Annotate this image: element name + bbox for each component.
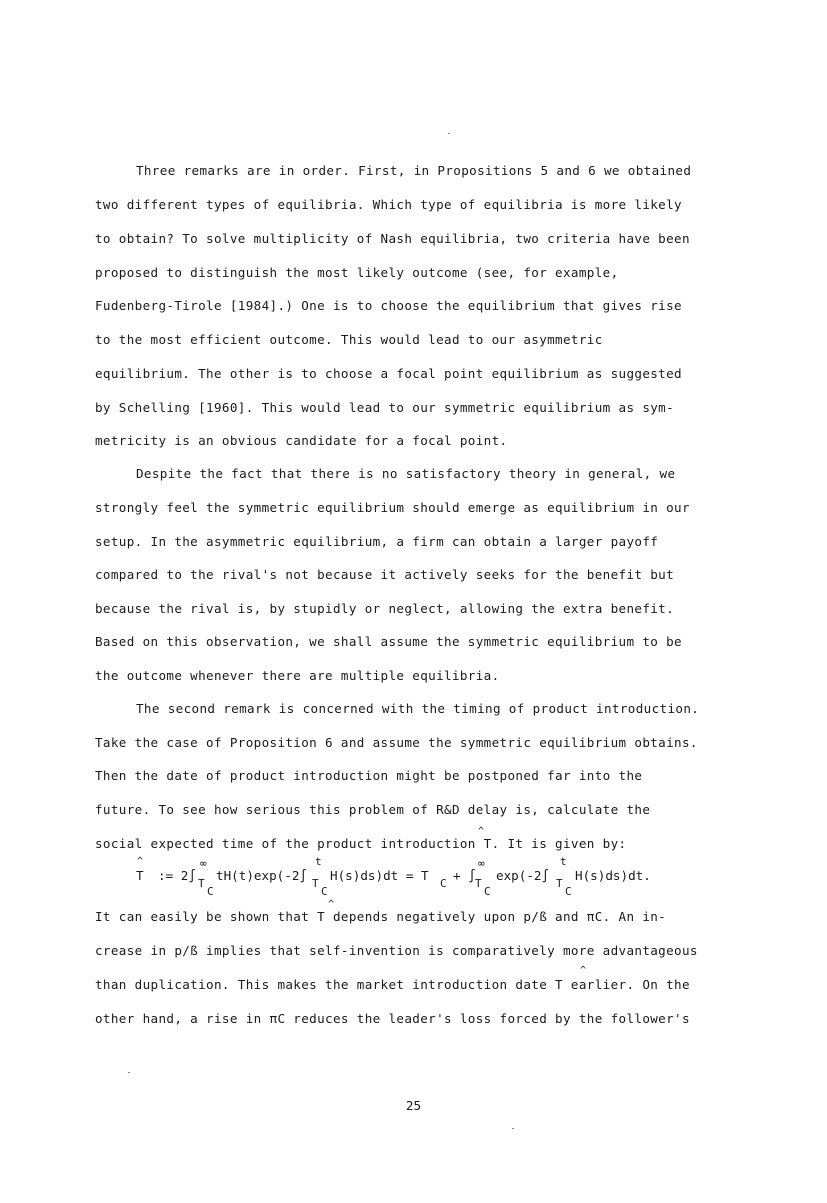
text-line: than duplication. This makes the market introduction date T earlier. On the	[95, 977, 690, 992]
eq-sub-c: C	[207, 885, 214, 898]
text-line: Three remarks are in order. First, in Propositions 5 and 6 we obtained	[136, 163, 692, 178]
text-line: Fudenberg-Tirole [1984].) One is to choose the equilibrium that gives rise	[95, 298, 682, 313]
scan-speck	[512, 1128, 514, 1129]
text-line: strongly feel the symmetric equilibrium should emerge as equilibrium in our	[95, 500, 690, 515]
eq-lower-limit: T	[475, 877, 482, 890]
text-line: Based on this observation, we shall assume the symmetric equilibrium to be	[95, 634, 682, 649]
eq-term1-end: H(s)ds)dt = T	[330, 868, 429, 883]
eq-lower-limit: T	[198, 877, 205, 890]
text-line: the outcome whenever there are multiple equilibria.	[95, 668, 500, 683]
text-line: two different types of equilibria. Which type of equilibria is more likely	[95, 197, 682, 212]
equation	[130, 855, 730, 898]
eq-sub-c: C	[484, 885, 491, 898]
text-line: equilibrium. The other is to choose a focal point equilibrium as suggested	[95, 366, 682, 381]
text-line: proposed to distinguish the most likely outcome (see, for example,	[95, 265, 619, 280]
text-line: social expected time of the product introduction T. It is given by:	[95, 836, 627, 851]
eq-lower-limit: T	[312, 877, 319, 890]
text-line: It can easily be shown that T depends negatively upon p/ß and πC. An in-	[95, 909, 667, 924]
text-line: because the rival is, by stupidly or neglect, allowing the extra benefit.	[95, 601, 675, 616]
text-line: crease in p/ß implies that self-invention is comparatively more advantageous	[95, 943, 698, 958]
eq-sub-c: C	[440, 877, 447, 890]
hat-mark: ^	[580, 965, 587, 976]
hat-mark: ^	[328, 899, 335, 910]
text-line: to obtain? To solve multiplicity of Nash equilibria, two criteria have been	[95, 231, 690, 246]
text-line: to the most efficient outcome. This would lead to our asymmetric	[95, 332, 603, 347]
text-line: The second remark is concerned with the timing of product introduction.	[136, 701, 700, 716]
text-line: metricity is an obvious candidate for a focal point.	[95, 433, 508, 448]
eq-sub-c: C	[565, 885, 572, 898]
eq-upper-limit: ∞	[478, 857, 485, 870]
eq-upper-limit: t	[560, 855, 567, 868]
text-line: Then the date of product introduction might be postponed far into the	[95, 768, 643, 783]
hat-mark: ^	[137, 856, 144, 867]
eq-term1: tH(t)exp(-2∫	[216, 868, 307, 883]
text-line: Despite the fact that there is no satisfactory theory in general, we	[136, 466, 676, 481]
eq-term2-end: H(s)ds)dt.	[575, 868, 651, 883]
text-line: Take the case of Proposition 6 and assume the symmetric equilibrium obtains.	[95, 735, 698, 750]
page-number: 25	[405, 1098, 422, 1113]
eq-def: := 2∫	[158, 868, 196, 883]
eq-lhs: T	[136, 868, 144, 883]
eq-lower-limit: T	[556, 877, 563, 890]
eq-sub-c: C	[321, 885, 328, 898]
text-line: other hand, a rise in πC reduces the leader's loss forced by the follower's	[95, 1011, 690, 1026]
scan-speck	[448, 133, 450, 134]
scan-speck	[128, 1072, 130, 1073]
text-line: compared to the rival's not because it actively seeks for the benefit but	[95, 567, 675, 582]
eq-term2: exp(-2∫	[496, 868, 550, 883]
text-line: by Schelling [1960]. This would lead to our symmetric equilibrium as sym-	[95, 400, 675, 415]
eq-upper-limit: ∞	[200, 857, 207, 870]
text-line: setup. In the asymmetric equilibrium, a firm can obtain a larger payoff	[95, 534, 659, 549]
hat-mark: ^	[478, 826, 485, 837]
eq-plus: + ∫	[453, 868, 476, 883]
text-line: future. To see how serious this problem of R&D delay is, calculate the	[95, 802, 651, 817]
eq-upper-limit: t	[315, 855, 322, 868]
